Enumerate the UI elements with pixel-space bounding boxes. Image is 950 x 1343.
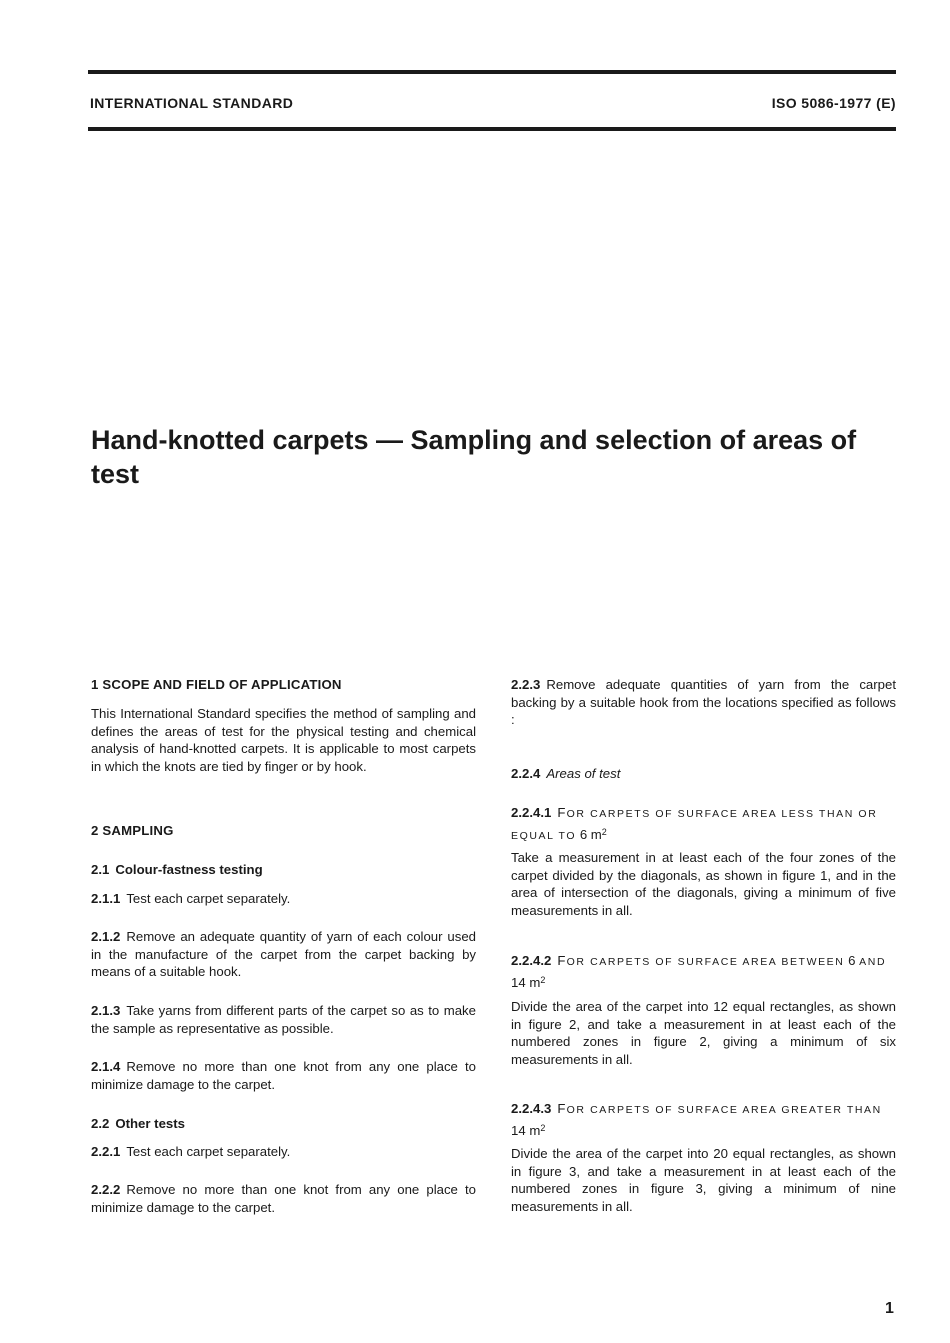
- clause-2-2-2: [91, 1181, 476, 1216]
- clause-title-initial: F: [557, 1101, 567, 1116]
- clause-2-2-4-2-heading: [511, 952, 896, 991]
- clause-text: Remove no more than one knot from any one place to minimize damage to the carpet.: [91, 1182, 476, 1215]
- clause-2-2-3: [511, 676, 896, 729]
- clause-text: Test each carpet separately.: [126, 1144, 291, 1159]
- clause-number: 2.2.1: [91, 1144, 121, 1159]
- clause-number: 2.1.4: [91, 1059, 121, 1074]
- clause-number: 2.2: [91, 1116, 110, 1131]
- clause-number: 2.1.3: [91, 1003, 121, 1018]
- clause-2-2-4-1-heading: [511, 804, 896, 845]
- clause-2-2-4-2-text: Divide the area of the carpet into 12 equal rectangles, as shown in figure 2, and take a measurement in at least each of the numbered zones in figure 2, giving a minimum of six measurements in all.: [511, 999, 896, 1067]
- clause-number: 2.1: [91, 862, 110, 877]
- section-2-heading-text: 2 SAMPLING: [91, 823, 174, 838]
- clause-title: Other tests: [115, 1116, 185, 1131]
- clause-text: Remove an adequate quantity of yarn of each colour used in the manufacture of the carpet from the carpet backing by means of a suitable hook.: [91, 929, 476, 980]
- clause-title: OR CARPETS OF SURFACE AREA GREATER THAN: [566, 1104, 882, 1116]
- header-top-rule: [88, 70, 896, 74]
- clause-title: Colour-fastness testing: [115, 862, 263, 877]
- clause-title-initial: F: [557, 805, 567, 820]
- clause-title: OR CARPETS OF SURFACE AREA BETWEEN: [566, 956, 845, 968]
- clause-title: OR CARPETS OF SURFACE AREA LESS THAN OR EQUAL TO: [511, 808, 878, 842]
- clause-2-2-4-1-text: Take a measurement in at least each of the four zones of the carpet divided by the diagonals, as shown in figure 1, and in the area of intersection of the diagonals, giving a minimum of five measurements in all.: [511, 850, 896, 918]
- header-bottom-rule: [88, 127, 896, 131]
- area-value: 14 m: [511, 1122, 541, 1138]
- clause-number: 2.2.4.1: [511, 805, 552, 820]
- clause-number: 2.2.3: [511, 677, 541, 692]
- clause-number: 2.1.1: [91, 891, 121, 906]
- clause-title-and: AND: [859, 956, 887, 968]
- clause-2-2-4-heading: [511, 765, 896, 783]
- clause-2-2-1: [91, 1143, 476, 1161]
- clause-number: 2.2.2: [91, 1182, 121, 1197]
- clause-title-initial: F: [557, 953, 567, 968]
- clause-number: 2.2.4.3: [511, 1101, 552, 1116]
- clause-number: 2.1.2: [91, 929, 121, 944]
- document-type-label: INTERNATIONAL STANDARD: [90, 95, 294, 111]
- clause-number: 2.2.4.2: [511, 953, 552, 968]
- superscript-two: 2: [601, 826, 607, 837]
- section-1-heading-text: 1 SCOPE AND FIELD OF APPLICATION: [91, 677, 342, 692]
- section-1-heading: [91, 676, 476, 694]
- clause-2-1-2: [91, 928, 476, 981]
- area-value-low: 6: [848, 953, 856, 968]
- clause-2-1-3: [91, 1002, 476, 1037]
- section-1-paragraph: This International Standard specifies the method of sampling and defines the areas of test for the physical testing and chemical analysis of hand-knotted carpets. It is applicable to most carpets in which the knots are tied by finger or by hook.: [91, 706, 476, 774]
- page-number: 1: [885, 1300, 894, 1317]
- clause-2-1-4: [91, 1058, 476, 1093]
- superscript-two: 2: [540, 1122, 546, 1133]
- superscript-two: 2: [540, 974, 546, 985]
- clause-text: Remove adequate quantities of yarn from the carpet backing by a suitable hook from the locations specified as follows :: [511, 677, 896, 728]
- area-value: 6 m: [579, 826, 602, 842]
- clause-title: Areas of test: [546, 766, 621, 781]
- clause-2-2-heading: [91, 1115, 476, 1133]
- standard-number: ISO 5086-1977 (E): [771, 95, 896, 111]
- area-value-high: 14 m: [511, 974, 541, 990]
- document-title: Hand-knotted carpets — Sampling and selection of areas of test: [91, 425, 857, 489]
- clause-2-2-4-3-text: Divide the area of the carpet into 20 equal rectangles, as shown in figure 3, and take a measurement in at least each of the numbered zones in figure 3, giving a minimum of nine measurements in all.: [511, 1146, 896, 1214]
- clause-number: 2.2.4: [511, 766, 541, 781]
- clause-2-1-heading: [91, 861, 476, 879]
- clause-text: Remove no more than one knot from any one place to minimize damage to the carpet.: [91, 1059, 476, 1092]
- clause-text: Test each carpet separately.: [126, 891, 291, 906]
- clause-2-2-4-3-heading: [511, 1100, 896, 1139]
- section-2-heading: [91, 822, 476, 840]
- clause-2-1-1: [91, 890, 476, 908]
- clause-text: Take yarns from different parts of the carpet so as to make the sample as representative as possible.: [91, 1003, 476, 1036]
